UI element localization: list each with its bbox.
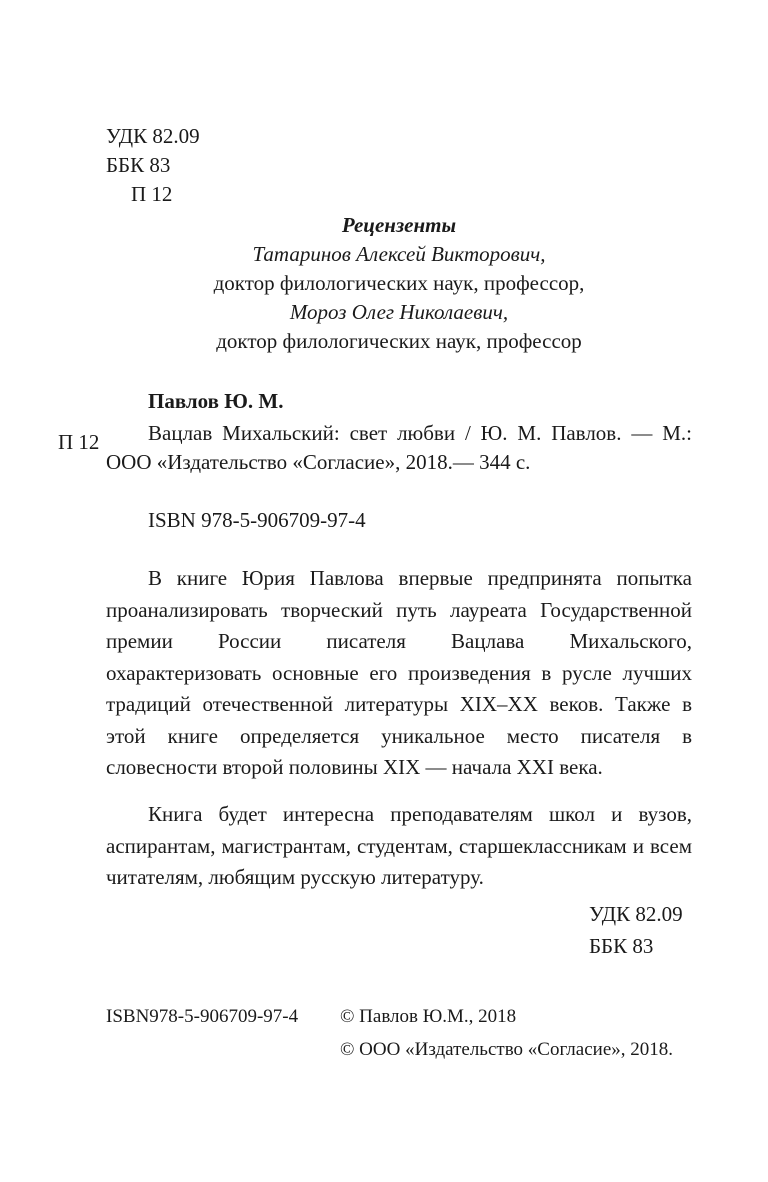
reviewer-1-name: Татаринов Алексей Викторович, [252, 242, 546, 266]
isbn-line: ISBN 978-5-906709-97-4 [148, 508, 366, 532]
annotation-text-2: Книга будет интересна преподавателям школ и вузов, аспирантам, магистрантам, студентам, старшеклассникам и всем читателям, любящим русскую литературу. [106, 802, 692, 889]
author-heading: Павлов Ю. М. [148, 389, 284, 413]
publisher-line: ООО «Издательство «Согласие», 2018.— 344 с. [106, 450, 531, 474]
annotation-paragraph-2 [106, 799, 692, 894]
footer-isbn: ISBN978-5-906709-97-4 [106, 1006, 299, 1027]
bottom-udk-code: УДК 82.09 [589, 902, 683, 926]
reviewer-1-title: доктор филологических наук, профессор, [213, 271, 585, 295]
copyright-author: © Павлов Ю.М., 2018 [340, 1006, 517, 1027]
reviewer-2-name: Мороз Олег Николаевич, [289, 300, 509, 324]
reviewer-2-title: доктор филологических наук, профессор [216, 329, 582, 353]
margin-author-mark: П 12 [58, 430, 100, 454]
reviewers-block [106, 211, 692, 356]
copyright-publisher: © ООО «Издательство «Согласие», 2018. [340, 1039, 674, 1060]
udk-code: УДК 82.09 [106, 124, 200, 148]
annotation-text-1: В книге Юрия Павлова впервые предпринята попытка проанализировать творческий путь лауреата Государственной премии России писателя Вацлава Михальского, охарактеризовать основные его произведения в русле лучших традиций отечественной литературы XIX–XX веков. Также в этой книге определяется уникальное место писателя в словесности второй половины XIX — начала XXI века. [106, 566, 692, 779]
bottom-bbk-code: ББК 83 [589, 934, 654, 958]
bbk-code: ББК 83 [106, 153, 171, 177]
title-line: Вацлав Михальский: свет любви / Ю. М. Павлов. — М.: [148, 421, 692, 445]
author-mark: П 12 [131, 182, 173, 206]
reviewers-heading: Рецензенты [341, 213, 457, 237]
annotation-paragraph-1 [106, 563, 692, 784]
